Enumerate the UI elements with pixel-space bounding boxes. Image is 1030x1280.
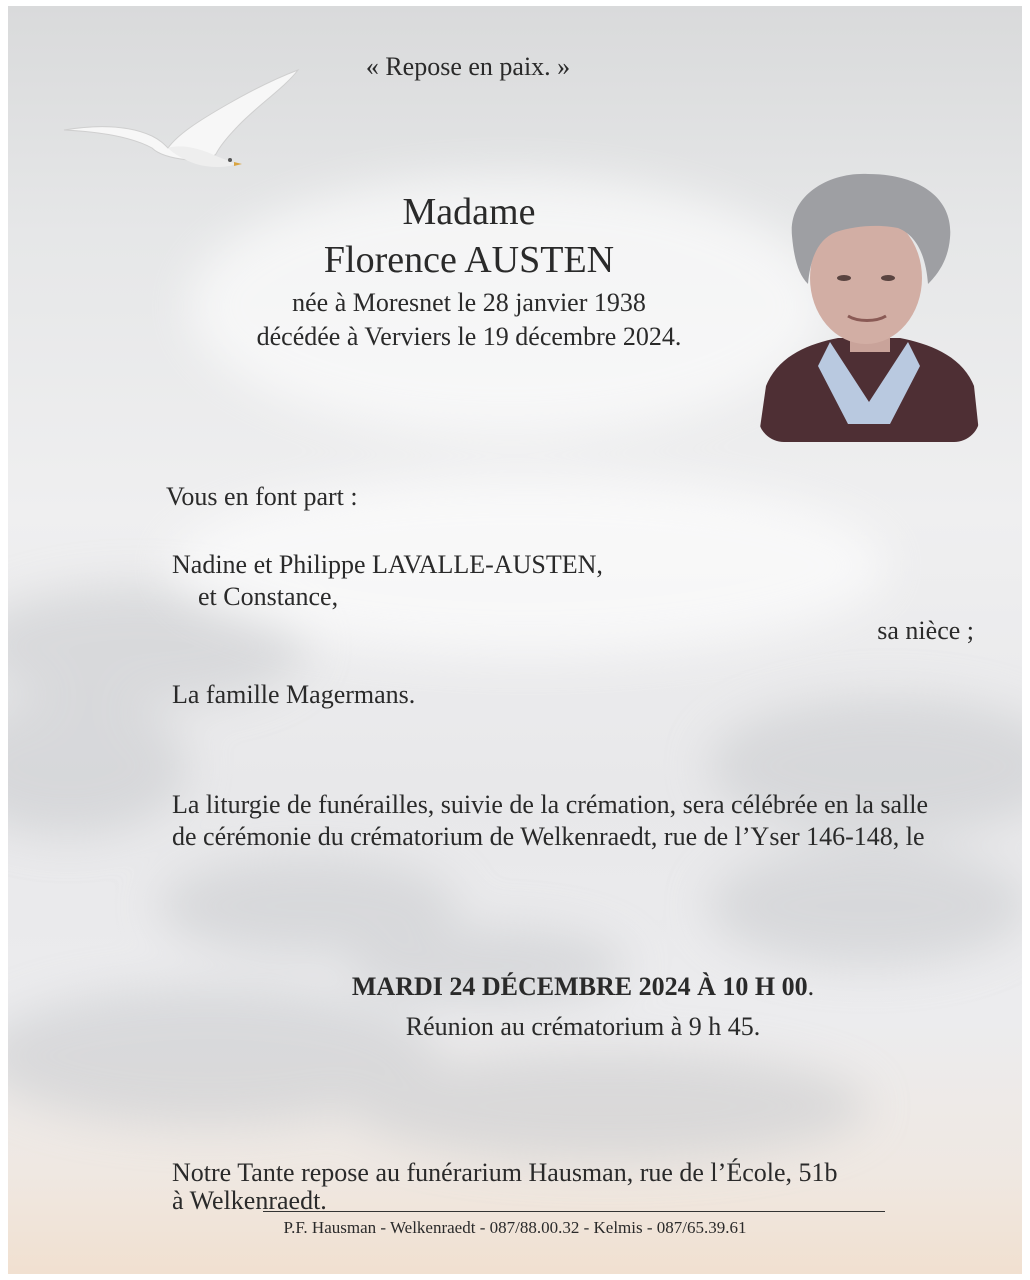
birth-info: née à Moresnet le 28 janvier 1938 <box>292 288 646 317</box>
relation-label: sa nièce ; <box>877 616 974 645</box>
ceremony-datetime <box>8 972 1022 1002</box>
rest-line-1: Notre Tante repose au funérarium Hausman, rue de l’École, 51b <box>172 1158 838 1187</box>
death-info: décédée à Verviers le 19 décembre 2024. <box>256 322 682 351</box>
announcement-intro: Vous en font part : <box>166 482 358 511</box>
epigraph: « Repose en paix. » <box>365 52 571 81</box>
family-other: La famille Magermans. <box>172 680 416 709</box>
liturgy-line-2: de cérémonie du crématorium de Welkenraedt, rue de l’Yser 146-148, le <box>172 822 925 851</box>
footer-divider <box>263 1211 885 1212</box>
portrait-photo <box>758 166 980 442</box>
rest-line-2: à Welkenraedt. <box>172 1186 327 1215</box>
ceremony-datetime-period: . <box>807 972 815 1001</box>
funeral-home-footer: P.F. Hausman - Welkenraedt - 087/88.00.32 - Kelmis - 087/65.39.61 <box>283 1218 747 1237</box>
family-line-1: Nadine et Philippe LAVALLE-AUSTEN, <box>172 550 603 579</box>
meeting-info: Réunion au crématorium à 9 h 45. <box>405 1012 761 1041</box>
deceased-name: Florence AUSTEN <box>323 239 615 281</box>
ceremony-datetime-text: MARDI 24 DÉCEMBRE 2024 À 10 H 00 <box>351 972 808 1001</box>
liturgy-line-1: La liturgie de funérailles, suivie de la crémation, sera célébrée en la salle <box>172 790 929 819</box>
obituary-card <box>8 6 1022 1274</box>
title-madame: Madame <box>402 191 536 233</box>
family-line-2: et Constance, <box>198 582 339 611</box>
